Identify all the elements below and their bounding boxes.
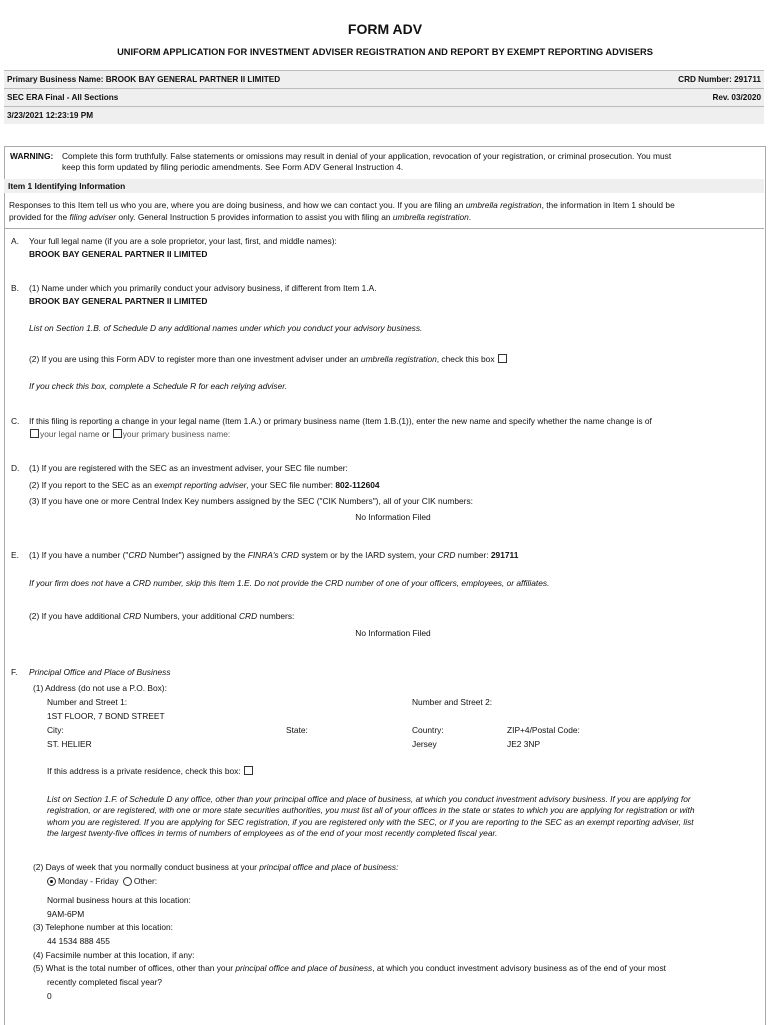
note-line: whom you are registered. If you are applying for SEC registration, if you are registered only with the SEC, or if you are reporting to the SEC as an exempt reporting adviser, list (47, 816, 694, 827)
divider (4, 228, 764, 229)
city-value: ST. HELIER (47, 739, 92, 749)
section-f-question-4: (4) Facsimile number at this location, if any: (33, 950, 195, 960)
section-f-letter: F. (11, 667, 18, 677)
phone-value: 44 1534 888 455 (47, 936, 110, 946)
section-f-heading: Principal Office and Place of Business (29, 667, 171, 677)
other-days-radio[interactable] (123, 877, 132, 886)
header-row-business-name (4, 70, 764, 88)
business-name-change-checkbox[interactable] (113, 429, 122, 438)
country-label: Country: (412, 725, 444, 735)
question-text: , at which you conduct investment advisory business as of the end of your most (372, 963, 666, 973)
question-text: , your SEC file number: (246, 480, 336, 490)
section-e-question-1 (29, 550, 518, 561)
crd-number: CRD Number: 291711 (678, 75, 761, 84)
question-term: CRD (123, 611, 142, 621)
question-term: umbrella registration (360, 354, 437, 364)
crd-number-value: 291711 (490, 550, 519, 560)
question-term: exempt reporting adviser (154, 480, 247, 490)
street1-value: 1ST FLOOR, 7 BOND STREET (47, 711, 165, 721)
intro-text: only. General Instruction 5 provides information to assist you with filing an (116, 212, 393, 223)
street2-label: Number and Street 2: (412, 697, 493, 707)
additional-crd-no-information: No Information Filed (355, 628, 431, 638)
item1-heading-bar (4, 179, 764, 193)
monday-friday-radio[interactable] (47, 877, 56, 886)
note-line: the largest twenty-five offices in terms of numbers of employees as of the end of your most recently completed fiscal year. (47, 828, 498, 839)
header-row-sec-era (4, 88, 764, 106)
question-text: (2) If you report to the SEC as an (29, 480, 155, 490)
header-row-timestamp (4, 106, 764, 124)
question-text: (2) If you have additional (29, 611, 124, 621)
question-term: CRD (128, 550, 147, 560)
legal-name-change-checkbox[interactable] (30, 429, 39, 438)
section-e-letter: E. (11, 550, 19, 560)
warning-text-2: keep this form updated by filing periodic amendments. See Form ADV General Instruction 4. (62, 162, 404, 173)
primary-business-name: Primary Business Name: BROOK BAY GENERAL PARTNER II LIMITED (7, 75, 281, 84)
question-text: If this address is a private residence, check this box: (47, 766, 241, 776)
timestamp: 3/23/2021 12:23:19 PM (7, 111, 94, 120)
private-residence-question (47, 766, 254, 777)
question-text: (5) What is the total number of offices, other than your (33, 963, 236, 973)
intro-term: umbrella registration (465, 200, 542, 210)
zip-value: JE2 3NP (507, 739, 541, 749)
question-term: FINRA's CRD (247, 550, 300, 560)
note-line: List on Section 1.F. of Schedule D any office, other than your principal office and place of business, at which you conduct investment advisory business. If you are applying for (47, 794, 691, 804)
state-label: State: (286, 725, 308, 735)
section-d-question-2 (29, 480, 380, 491)
question-text: (2) If you are using this Form ADV to register more than one investment adviser under an (29, 354, 361, 364)
option-label: your legal name (40, 429, 100, 439)
section-a-letter: A. (11, 236, 19, 246)
section-b-note-2: If you check this box, complete a Schedule R for each relying adviser. (29, 381, 288, 391)
section-f-note (47, 794, 761, 839)
intro-term: filing adviser (69, 212, 117, 223)
country-value: Jersey (412, 739, 437, 749)
sec-file-number-value: 802-112604 (335, 480, 380, 490)
item1-heading: Item 1 Identifying Information (8, 181, 126, 191)
street1-label: Number and Street 1: (47, 697, 128, 707)
section-e-note: If your firm does not have a CRD number, skip this Item 1.E. Do not provide the CRD number of one of your officers, employees, or affiliates. (29, 578, 550, 588)
section-b-question-2 (29, 354, 508, 365)
note-line: registration, or are registered, with one or more state securities authorities, you must list all of your offices in the state or states to which you are applying for registration or with (47, 805, 695, 816)
question-term: principal office and place of business (235, 963, 373, 973)
question-text: numbers: (257, 611, 295, 621)
office-count-value: 0 (47, 991, 52, 1001)
option-separator: or (99, 429, 112, 439)
section-d-letter: D. (11, 463, 20, 473)
city-label: City: (47, 725, 64, 735)
section-c-options (29, 429, 230, 440)
legal-name-value: BROOK BAY GENERAL PARTNER II LIMITED (29, 249, 208, 259)
umbrella-registration-checkbox[interactable] (498, 354, 507, 363)
sec-era-label: SEC ERA Final - All Sections (7, 93, 119, 102)
private-residence-checkbox[interactable] (244, 766, 253, 775)
question-text: system or by the IARD system, your (299, 550, 438, 560)
section-b-question-1: (1) Name under which you primarily conduct your advisory business, if different from Item 1.A. (29, 283, 377, 293)
warning-label: WARNING: (10, 151, 54, 161)
intro-text: , the information in Item 1 should be (541, 200, 675, 210)
form-title: FORM ADV (347, 21, 423, 37)
intro-text: Responses to this Item tell us who you are, where you are doing business, and how we can contact you. If you are filing an (9, 200, 466, 210)
intro-term: umbrella registration (392, 212, 469, 223)
hours-value: 9AM-6PM (47, 909, 85, 919)
zip-label: ZIP+4/Postal Code: (507, 725, 580, 735)
intro-text: . (468, 212, 472, 223)
section-f-question-1: (1) Address (do not use a P.O. Box): (33, 683, 167, 693)
option-label: your primary business name: (122, 429, 231, 439)
question-text: (2) Days of week that you normally conduct business at your (33, 862, 260, 872)
section-f-question-2 (33, 862, 398, 873)
question-text: Number") assigned by the (146, 550, 248, 560)
business-name-value: BROOK BAY GENERAL PARTNER II LIMITED (29, 296, 208, 306)
question-term: CRD (238, 611, 258, 621)
question-text: (1) If you have a number (" (29, 550, 129, 560)
question-text: number: (455, 550, 491, 560)
question-term: CRD (437, 550, 456, 560)
radio-label: Monday - Friday (58, 876, 119, 886)
cik-no-information: No Information Filed (355, 512, 431, 522)
hours-label: Normal business hours at this location: (47, 895, 191, 905)
question-text: Numbers, your additional (141, 611, 239, 621)
question-text: , check this box (436, 354, 495, 364)
section-b-letter: B. (11, 283, 19, 293)
item1-intro (9, 200, 761, 224)
question-term: principal office and place of business: (259, 862, 399, 872)
section-c-question: If this filing is reporting a change in your legal name (Item 1.A.) or primary business name (Item 1.B.(1)), enter the new name and specify whether the name change is of (29, 416, 652, 426)
days-options (47, 876, 157, 887)
section-f-question-3: (3) Telephone number at this location: (33, 922, 173, 932)
section-d-question-1: (1) If you are registered with the SEC as an investment adviser, your SEC file number: (29, 463, 348, 473)
intro-text: provided for the (9, 212, 70, 223)
section-f-question-5 (33, 963, 666, 974)
warning-text: Complete this form truthfully. False statements or omissions may result in denial of your application, revocation of your registration, or criminal prosecution. You must (62, 151, 672, 161)
radio-label: Other: (133, 876, 158, 886)
form-subtitle: UNIFORM APPLICATION FOR INVESTMENT ADVISER REGISTRATION AND REPORT BY EXEMPT REPORTING ADVISERS (117, 47, 653, 57)
section-a-question: Your full legal name (if you are a sole proprietor, your last, first, and middle names): (29, 236, 337, 246)
section-e-question-2 (29, 611, 294, 622)
warning-block (10, 151, 758, 174)
section-b-note-1: List on Section 1.B. of Schedule D any additional names under which you conduct your advisory business. (29, 323, 423, 333)
section-d-question-3: (3) If you have one or more Central Index Key numbers assigned by the SEC ("CIK Numbers"), all of your CIK numbers: (29, 496, 473, 506)
section-c-letter: C. (11, 416, 20, 426)
revision-label: Rev. 03/2020 (712, 93, 761, 102)
section-f-question-5-line2: recently completed fiscal year? (47, 977, 162, 987)
